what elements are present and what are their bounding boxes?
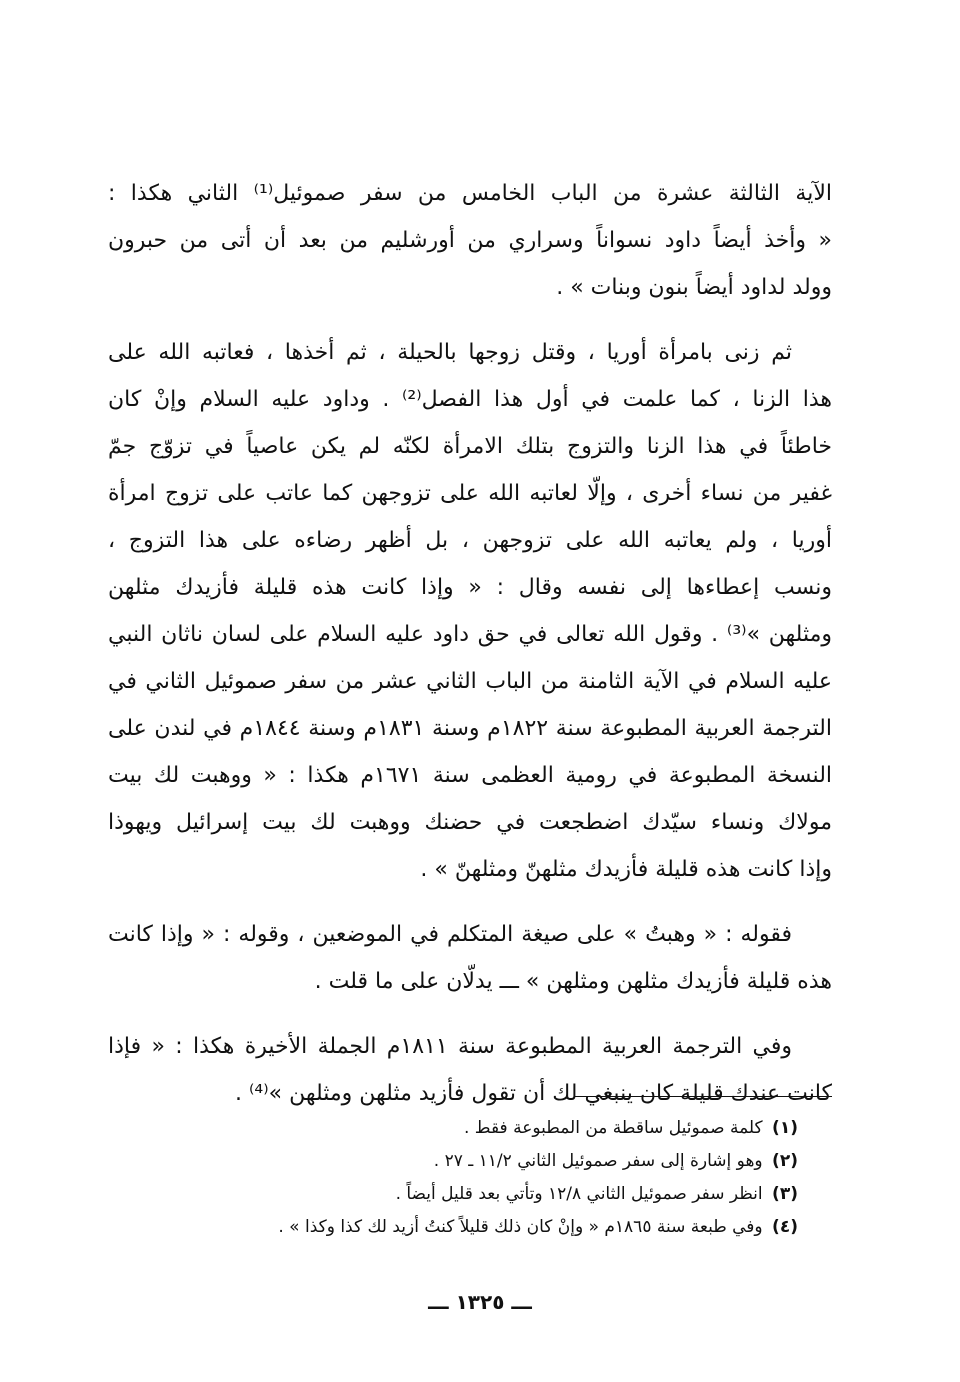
footnote-text: انظر سفر صموئيل الثاني ١٢/٨ وتأتي بعد قليل أيضاً .	[395, 1184, 763, 1204]
text-line: عليه السلام في الآية الثامنة من الباب الثاني عشر من سفر صموئيل الثاني في	[108, 669, 832, 694]
text-line: خاطئاً في هذا الزنا والتزوج بتلك الامرأة لكنّه لم يكن عاصياً في تزوّج جمّ	[108, 434, 832, 459]
text-line: « وأخذ أيضاً داود نسواناً وسراري من أورشليم من بعد أن أتى من حبرون	[108, 228, 832, 253]
paragraph-2	[108, 329, 832, 893]
footnote-4	[108, 1211, 798, 1244]
text-line: أوريا ، ولم يعاتبه الله على تزوجهن ، بل أظهر رضاءه على هذا التزوج ،	[108, 528, 832, 553]
footnote-number: (٣)	[772, 1184, 798, 1204]
text-line: ونسب إعطاءها إلى نفسه وقال : « وإذا كانت هذه قليلة فأزيدك مثلهن	[108, 575, 832, 600]
text-line: غفير من نساء أخرى ، وإلّا لعاتبه الله على تزوجهن كما عاتب على تزوج امرأة	[108, 481, 832, 506]
footnote-number: (٢)	[772, 1151, 798, 1171]
text-line: ومثلهن »⁽³⁾ . وقول الله تعالى في حق داود عليه السلام على لسان ناثان النبي	[108, 622, 832, 647]
footnote-text: كلمة صموئيل ساقطة من المطبوعة فقط .	[464, 1118, 763, 1138]
footnote-separator	[574, 1096, 832, 1097]
text-line: الترجمة العربية المطبوعة سنة ١٨٢٢م وسنة ١٨٣١م وسنة ١٨٤٤م في لندن على	[108, 716, 832, 741]
text-line: وولد لداود أيضاً بنون وبنات » .	[556, 275, 832, 300]
main-text	[108, 170, 832, 1135]
text-line: هذا الزنا ، كما علمت في أول هذا الفصل⁽²⁾ . وداود عليه السلام وإنْ كان	[108, 387, 832, 412]
footnote-3	[108, 1178, 798, 1211]
text-line: وفي الترجمة العربية المطبوعة سنة ١٨١١م الجملة الأخيرة هكذا : « فإذا	[108, 1034, 792, 1059]
text-line: النسخة المطبوعة في رومية العظمى سنة ١٦٧١م هكذا : « ووهبت لك بيت	[108, 763, 832, 788]
footnote-text: وفي طبعة سنة ١٨٦٥م « وإنْ كان ذلك قليلاً كنتُ أزيد لك كذا وكذا » .	[278, 1217, 763, 1237]
paragraph-3	[108, 911, 832, 1005]
paragraph-1	[108, 170, 832, 311]
footnote-text: وهو إشارة إلى سفر صموئيل الثاني ١١/٢ ـ ٢٧ .	[433, 1151, 763, 1171]
footnote-1	[108, 1112, 798, 1145]
text-line: كانت عندك قليلة كان ينبغي لك أن تقول فأزيد مثلهن ومثلهن »⁽⁴⁾ .	[235, 1081, 832, 1106]
text-line: مولاك ونساء سيّدك اضطجعت في حضنك ووهبت لك بيت إسرائيل ويهوذا	[108, 810, 832, 835]
footnote-2	[108, 1145, 798, 1178]
paragraph-4	[108, 1023, 832, 1117]
page-number: ـــ ١٣٢٥ ـــ	[428, 1290, 532, 1314]
text-line: ثم زنى بامرأة أوريا ، وقتل زوجها بالحيلة ، ثم أخذها ، فعاتبه الله على	[108, 340, 792, 365]
text-line: وإذا كانت هذه قليلة فأزيدك مثلهنّ ومثلهنّ » .	[420, 857, 832, 882]
footnote-number: (١)	[772, 1118, 798, 1138]
text-line: هذه قليلة فأزيدك مثلهن ومثلهن » ـــ يدلّان على ما قلت .	[314, 969, 832, 994]
footnotes	[108, 1112, 798, 1244]
footnote-number: (٤)	[772, 1217, 798, 1237]
text-line: فقوله : « وهبتُ » على صيغة المتكلم في الموضعين ، وقوله : « وإذا كانت	[108, 922, 792, 947]
text-line: الآية الثالثة عشرة من الباب الخامس من سفر صموئيل⁽¹⁾ الثاني هكذا :	[108, 181, 832, 206]
